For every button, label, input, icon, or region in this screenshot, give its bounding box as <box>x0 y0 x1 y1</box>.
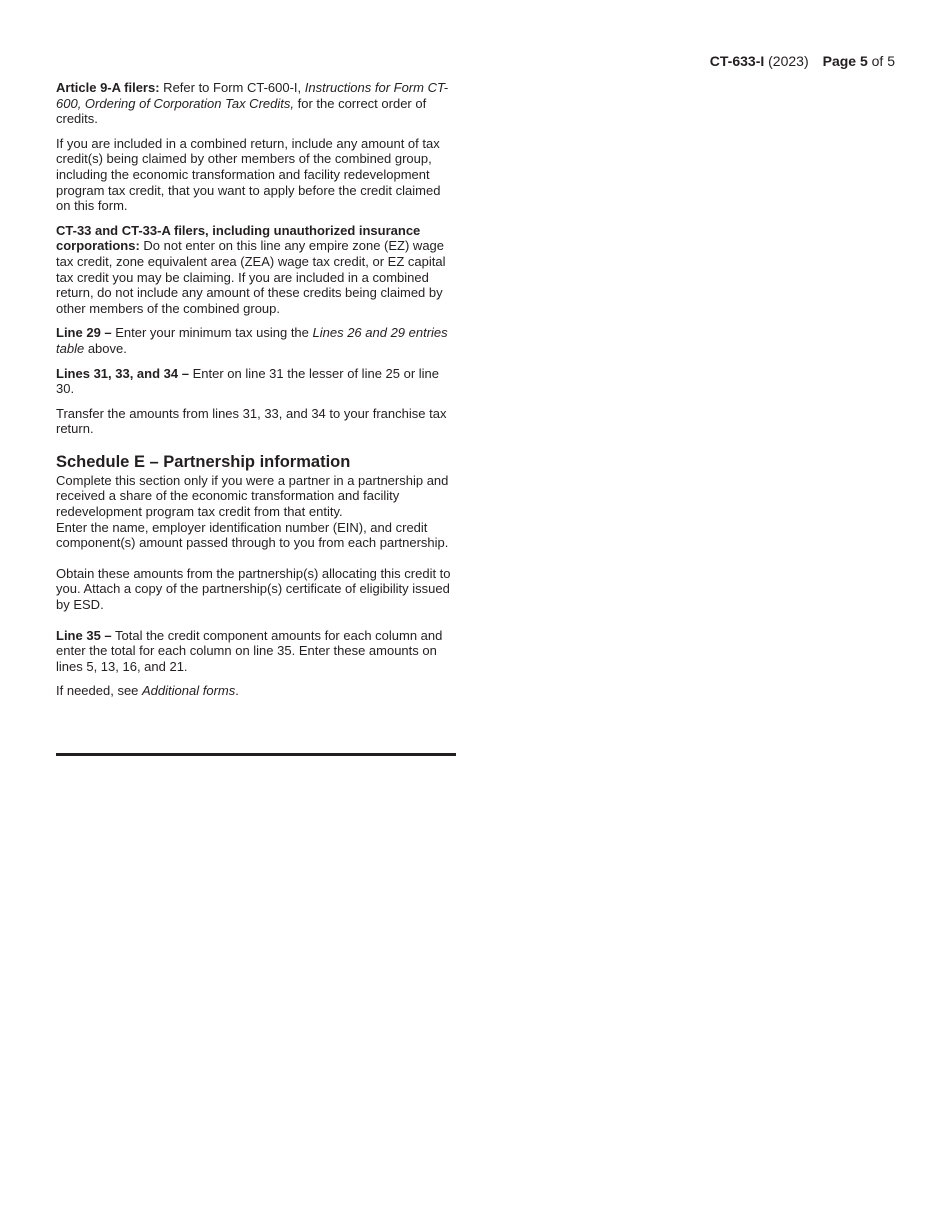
lines-31-lead: Lines 31, 33, and 34 – <box>56 365 189 381</box>
line-29-text-2: above. <box>84 340 127 356</box>
schedule-e-paragraph-2: Obtain these amounts from the partnership(s) allocating this credit to you. Attach a copy of the partnership(s) certificate of eligibility issued by ESD. <box>56 565 451 613</box>
page-total: of 5 <box>871 53 895 69</box>
ct33-text: Do not enter on this line any empire zone (EZ) wage tax credit, zone equivalent area (ZEA) wage tax credit, or EZ capital tax credit you may be claiming. If you are included in a combined return, do not include any amount of these credits being claimed by other members of the combined group. <box>56 238 446 316</box>
form-year: (2023) <box>768 53 809 69</box>
combined-return-paragraph: If you are included in a combined return, include any amount of tax credit(s) being claimed by other members of the combined group, including the economic transformation and facility redevelopment program tax credit, that you want to apply before the credit claimed on this form. <box>56 135 441 214</box>
additional-text-2: . <box>235 683 239 699</box>
end-of-section-rule <box>56 753 456 756</box>
page-header <box>710 53 895 70</box>
additional-italic: Additional forms <box>142 683 236 699</box>
schedule-e-paragraph-1b: Enter the name, employer identification number (EIN), and credit component(s) amount passed through to you from each partnership. <box>56 519 449 551</box>
line-29-paragraph <box>56 325 456 356</box>
article-9a-text-2: for the correct order of credits. <box>56 95 427 127</box>
additional-forms-paragraph <box>56 683 456 699</box>
schedule-e-paragraph-1: Complete this section only if you were a partner in a partnership and received a share of the economic transformation and facility redevelopment program tax credit from that entity. <box>56 472 449 520</box>
article-9a-text: Refer to Form CT-600-I, <box>159 80 305 95</box>
form-id: CT-633-I <box>709 53 765 69</box>
article-9a-italic: Instructions for Form CT-600, Ordering of Corporation Tax Credits, <box>56 80 449 111</box>
article-9a-lead: Article 9-A filers: <box>56 80 160 95</box>
line-29-text: Enter your minimum tax using the <box>111 325 313 341</box>
line-29-lead: Line 29 – <box>56 325 112 341</box>
page-label: Page 5 <box>822 53 868 69</box>
line-35-paragraph <box>56 628 456 675</box>
lines-31-paragraph <box>56 366 456 397</box>
schedule-e-heading: Schedule E – Partnership information <box>56 452 351 471</box>
additional-text: If needed, see <box>56 683 143 699</box>
transfer-paragraph: Transfer the amounts from lines 31, 33, and 34 to your franchise tax return. <box>56 405 447 437</box>
ct33-paragraph <box>56 223 456 317</box>
ct33-lead: CT-33 and CT-33-A filers, including unauthorized insurance corporations: <box>56 222 421 254</box>
instructions-column <box>56 80 456 708</box>
article-9a-paragraph <box>56 80 456 127</box>
lines-31-text: Enter on line 31 the lesser of line 25 or line 30. <box>56 365 440 397</box>
line-35-text: Total the credit component amounts for each column and enter the total for each column on line 35. Enter these amounts on lines 5, 13, 16, and 21. <box>56 627 443 674</box>
line-29-italic: Lines 26 and 29 entries table <box>56 325 448 356</box>
line-35-lead: Line 35 – <box>56 627 112 643</box>
